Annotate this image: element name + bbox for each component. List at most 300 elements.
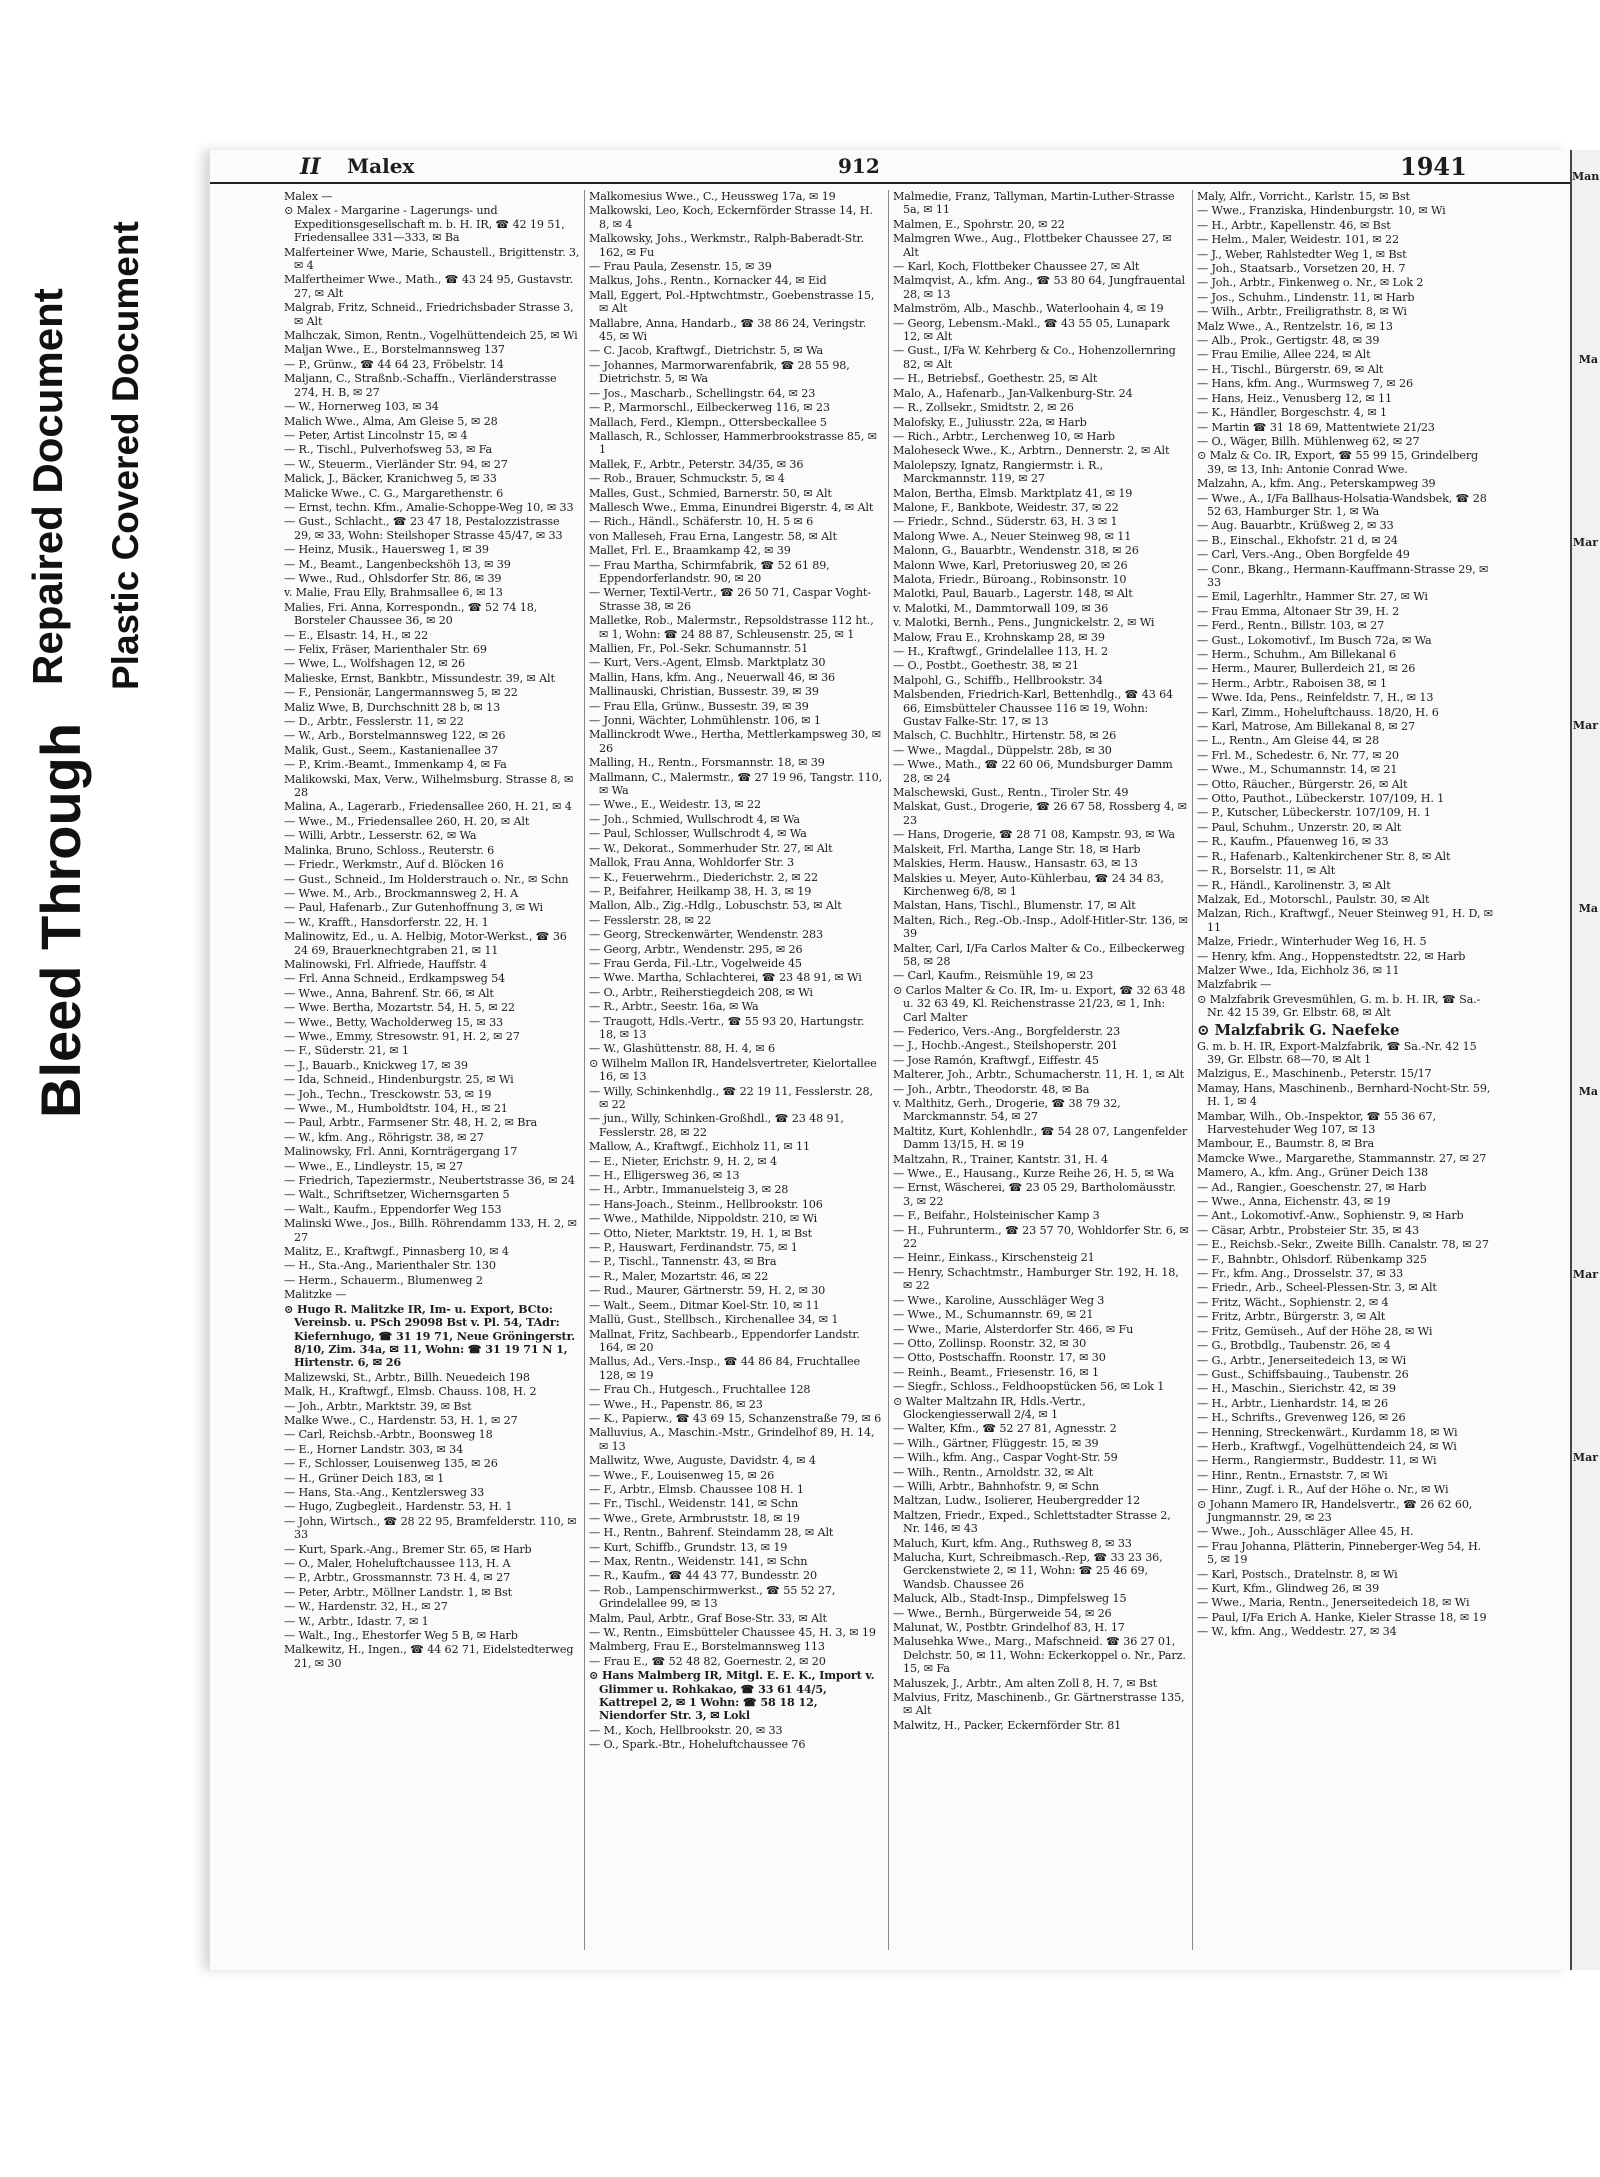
directory-entry: Malinka, Bruno, Schloss., Reuterstr. 6 <box>284 843 495 857</box>
directory-entry: — Wwe., Anna, Bahrenf. Str. 66, ✉ Alt <box>284 986 494 1000</box>
directory-entry: — Karl, Postsch., Dratelnstr. 8, ✉ Wi <box>1197 1567 1398 1581</box>
repaired-document-label: Repaired Document <box>24 288 71 685</box>
directory-entry: — Walt., Seem., Ditmar Koel-Str. 10, ✉ 11 <box>589 1298 820 1312</box>
directory-entry: Mallnat, Fritz, Sachbearb., Eppendorfer Landstr. 164, ✉ 20 <box>589 1327 860 1354</box>
directory-entry: — Henry, Schachtmstr., Hamburger Str. 192, H. 18, ✉ 22 <box>893 1265 1179 1293</box>
directory-entry: — Carl, Kaufm., Reismühle 19, ✉ 23 <box>893 969 1094 983</box>
directory-entry: — Kurt, Schiffb., Grundstr. 13, ✉ 19 <box>589 1540 788 1554</box>
directory-column-3 <box>888 190 1189 1950</box>
directory-entry: — Kurt, Vers.-Agent, Elmsb. Marktplatz 30 <box>589 656 826 670</box>
directory-entry: — Wwe., Franziska, Hindenburgstr. 10, ✉ Wi <box>1197 204 1446 218</box>
directory-entry: — F., Pensionär, Langermannsweg 5, ✉ 22 <box>284 686 518 700</box>
directory-entry: — H., Arbtr., Immanuelsteig 3, ✉ 28 <box>589 1183 789 1197</box>
directory-entry: — Hans-Joach., Steinm., Hellbrookstr. 106 <box>589 1197 823 1211</box>
header-section-letter: II <box>300 154 321 180</box>
directory-entry: — jun., Willy, Schinken-Großhdl., ☎ 23 48 91, Fesslerstr. 28, ✉ 22 <box>589 1112 844 1139</box>
directory-entry: — P., Arbtr., Grossmannstr. 73 H. 4, ✉ 27 <box>284 1571 511 1585</box>
directory-entry: — Karl, Zimm., Hoheluftchauss. 18/20, H. 6 <box>1197 705 1439 719</box>
directory-page <box>210 150 1570 1970</box>
directory-entry: Mallabre, Anna, Handarb., ☎ 38 86 24, Veringstr. 45, ✉ Wi <box>589 316 867 344</box>
directory-entry: Malmqvist, A., kfm. Ang., ☎ 53 80 64, Jungfrauental 28, ✉ 13 <box>893 274 1185 301</box>
directory-entry: — Wwe., Joh., Ausschläger Allee 45, H. <box>1197 1525 1414 1539</box>
directory-entry: — F., Süderstr. 21, ✉ 1 <box>284 1044 409 1058</box>
directory-entry: Malicke Wwe., C. G., Margarethenstr. 6 <box>284 486 504 500</box>
directory-entry: Mallet, Frl. E., Braamkamp 42, ✉ 39 <box>589 544 791 558</box>
directory-entry: — Walter, Kfm., ☎ 52 27 81, Agnesstr. 2 <box>893 1422 1117 1436</box>
directory-entry: Maluch, Kurt, kfm. Ang., Ruthsweg 8, ✉ 33 <box>893 1536 1132 1550</box>
directory-entry: — Gust., Schneid., Im Holderstrauch o. Nr., ✉ Schn <box>284 872 569 886</box>
directory-entry: — O., Wäger, Billh. Mühlenweg 62, ✉ 27 <box>1197 434 1420 448</box>
directory-entry: — E., Horner Landstr. 303, ✉ 34 <box>284 1442 464 1456</box>
directory-entry: Malten, Rich., Reg.-Ob.-Insp., Adolf-Hitler-Str. 136, ✉ 39 <box>893 913 1188 941</box>
directory-column-2 <box>584 190 885 1950</box>
adjacent-page-fragment: Ma <box>1578 902 1598 915</box>
directory-entry: — F., Bahnbtr., Ohlsdorf. Rübenkamp 325 <box>1197 1252 1427 1266</box>
directory-entry: — K., Händler, Borgeschstr. 4, ✉ 1 <box>1197 406 1387 420</box>
directory-entry: — M., Beamt., Langenbeckshöh 13, ✉ 39 <box>284 557 511 571</box>
directory-entry: — P., Hauswart, Ferdinandstr. 75, ✉ 1 <box>589 1241 798 1255</box>
directory-entry: — Wilh., Arbtr., Freiligrathstr. 8, ✉ Wi <box>1197 305 1407 319</box>
directory-entry: — J., Weber, Rahlstedter Weg 1, ✉ Bst <box>1197 247 1407 261</box>
directory-entry: — W., Steuerm., Vierländer Str. 94, ✉ 27 <box>284 457 508 471</box>
directory-entry: — Ida, Schneid., Hindenburgstr. 25, ✉ Wi <box>284 1073 514 1087</box>
adjacent-page-edge <box>1570 150 1600 1970</box>
directory-entry: Malgrab, Fritz, Schneid., Friedrichsbader Strasse 3, ✉ Alt <box>284 301 574 328</box>
directory-entry: — W., Hardenstr. 32, H., ✉ 27 <box>284 1600 448 1614</box>
directory-entry: — Gust., Lokomotivf., Im Busch 72a, ✉ Wa <box>1197 633 1432 647</box>
directory-entry: Malsbenden, Friedrich-Karl, Bettenhdlg., ☎ 43 64 66, Eimsbütteler Chaussee 116 ✉ 19, Wohn: Gustav Falke-Str. 17, ✉ 13 <box>893 688 1173 729</box>
directory-entry: — Willi, Arbtr., Lesserstr. 62, ✉ Wa <box>284 829 477 843</box>
directory-entry: — Wwe. Martha, Schlachterei, ☎ 23 48 91, ✉ Wi <box>589 971 862 985</box>
directory-entry: — Joh., Techn., Tresckowstr. 53, ✉ 19 <box>284 1087 492 1101</box>
directory-entry: — G., Arbtr., Jenerseitedeich 13, ✉ Wi <box>1197 1353 1407 1367</box>
directory-entry: Malsch, C. Buchhltr., Hirtenstr. 58, ✉ 26 <box>893 729 1117 743</box>
directory-entry: Malow, Frau E., Krohnskamp 28, ✉ 39 <box>893 630 1105 644</box>
directory-entry: — Gust., Schlacht., ☎ 23 47 18, Pestalozzistrasse 29, ✉ 33, Wohn: Steilshoper Strasse 45/47, ✉ 33 <box>284 515 563 542</box>
directory-entry: — Paul, Arbtr., Farmsener Str. 48, H. 2, ✉ Bra <box>284 1116 538 1130</box>
directory-entry: Maltzen, Friedr., Exped., Schlettstadter Strasse 2, Nr. 146, ✉ 43 <box>893 1508 1171 1536</box>
directory-entry: — M., Koch, Hellbrookstr. 20, ✉ 33 <box>589 1723 783 1737</box>
directory-entry: — Wilh., Rentn., Arnoldstr. 32, ✉ Alt <box>893 1465 1094 1479</box>
directory-entry: ⊙ Hans Malmberg IR, Mitgl. E. E. K., Import v. Glimmer u. Rohkakao, ☎ 33 61 44/5, Kattrepel 2, ✉ 1 Wohn: ☎ 58 18 12, Niendorfer Str. 3, ✉ Lokl <box>589 1668 875 1723</box>
directory-entry: Malk, H., Kraftwgf., Elmsb. Chauss. 108, H. 2 <box>284 1385 537 1399</box>
directory-columns <box>284 190 1544 1950</box>
directory-entry: — W., Hornerweg 103, ✉ 34 <box>284 400 439 414</box>
directory-entry: — Wwe., M., Schumannstr. 14, ✉ 21 <box>1197 763 1398 777</box>
directory-entry: Malskat, Gust., Drogerie, ☎ 26 67 58, Rossberg 4, ✉ 23 <box>893 800 1187 827</box>
directory-entry: — Fritz, Wächt., Sophienstr. 2, ✉ 4 <box>1197 1295 1389 1309</box>
directory-entry: — Heinr., Einkass., Kirschensteig 21 <box>893 1251 1095 1265</box>
adjacent-page-fragment: Ma <box>1578 353 1598 366</box>
directory-entry: v. Malotki, Bernh., Pens., Jungnickelstr. 2, ✉ Wi <box>893 616 1155 630</box>
directory-entry: — Georg, Lebensm.-Makl., ☎ 43 55 05, Lunapark 12, ✉ Alt <box>893 316 1170 344</box>
directory-entry: — H., Sta.-Ang., Marienthaler Str. 130 <box>284 1259 496 1273</box>
directory-entry: Malone, F., Bankbote, Weidestr. 37, ✉ 22 <box>893 500 1119 514</box>
directory-entry: — K., Papierw., ☎ 43 69 15, Schanzenstraße 79, ✉ 6 <box>589 1411 882 1425</box>
directory-entry: Malinowski, Frl. Alfriede, Hauffstr. 4 <box>284 957 487 971</box>
directory-entry: — Herm., Schuhm., Am Billekanal 6 <box>1197 648 1397 661</box>
directory-entry: — H., Tischl., Bürgerstr. 69, ✉ Alt <box>1197 362 1384 376</box>
directory-entry: Mallü, Gust., Stellbsch., Kirchenallee 34, ✉ 1 <box>589 1313 839 1327</box>
directory-entry: Maltitz, Kurt, Kohlenhdlr., ☎ 54 28 07, Langenfelder Damm 13/15, H. ✉ 19 <box>893 1124 1188 1152</box>
directory-entry: — Hans, kfm. Ang., Wurmsweg 7, ✉ 26 <box>1197 377 1413 391</box>
directory-entry: — Helm., Maler, Weidestr. 101, ✉ 22 <box>1197 233 1399 247</box>
directory-entry: — O., Spark.-Btr., Hoheluftchaussee 76 <box>589 1738 806 1752</box>
directory-entry: — Rud., Maurer, Gärtnerstr. 59, H. 2, ✉ 30 <box>589 1284 826 1298</box>
directory-entry: — Wwe, L., Wolfshagen 12, ✉ 26 <box>284 657 466 671</box>
directory-entry: — Wwe. Bertha, Mozartstr. 54, H. 5, ✉ 22 <box>284 1001 515 1015</box>
directory-entry: — L., Rentn., Am Gleise 44, ✉ 28 <box>1197 734 1380 748</box>
directory-entry: — Rob., Lampenschirmwerkst., ☎ 55 52 27, Grindelallee 99, ✉ 13 <box>589 1583 836 1611</box>
directory-entry: Malo, A., Hafenarb., Jan-Valkenburg-Str. 24 <box>893 386 1133 400</box>
directory-entry: — O., Arbtr., Reiherstiegdeich 208, ✉ Wi <box>589 985 813 999</box>
directory-entry: — P., Krim.-Beamt., Immenkamp 4, ✉ Fa <box>284 758 507 772</box>
directory-entry: — Wwe., Mathilde, Nippoldstr. 210, ✉ Wi <box>589 1212 818 1226</box>
directory-entry: Malieske, Ernst, Bankbtr., Missundestr. 39, ✉ Alt <box>284 671 555 685</box>
directory-entry: Malz Wwe., A., Rentzelstr. 16, ✉ 13 <box>1197 319 1393 333</box>
directory-entry: — D., Arbtr., Fesslerstr. 11, ✉ 22 <box>284 715 464 729</box>
directory-entry: — Kurt, Kfm., Glindweg 26, ✉ 39 <box>1197 1582 1380 1595</box>
directory-entry: Maly, Alfr., Vorricht., Karlstr. 15, ✉ Bst <box>1197 190 1410 203</box>
directory-entry: — Wwe., M., Schumannstr. 69, ✉ 21 <box>893 1308 1094 1322</box>
directory-entry: — Walt., Ing., Ehestorfer Weg 5 B, ✉ Harb <box>284 1629 518 1643</box>
directory-entry: Malunat, W., Postbtr. Grindelhof 83, H. 17 <box>893 1621 1125 1635</box>
directory-entry: — O., Maler, Hoheluftchaussee 113, H. A <box>284 1557 511 1570</box>
directory-entry: Malluvius, A., Maschin.-Mstr., Grindelhof 89, H. 14, ✉ 13 <box>589 1426 875 1453</box>
directory-entry: — Ferd., Rentn., Billstr. 103, ✉ 27 <box>1197 619 1385 633</box>
adjacent-page-fragment: Mar <box>1572 1268 1598 1281</box>
directory-entry: — Heinz, Musik., Hauersweg 1, ✉ 39 <box>284 543 489 557</box>
directory-entry: — Frau Johanna, Plätterin, Pinneberger-Weg 54, H. 5, ✉ 19 <box>1197 1539 1482 1567</box>
directory-entry: Malota, Friedr., Büroang., Robinsonstr. 10 <box>893 572 1127 586</box>
directory-entry: — Frl. M., Schedestr. 6, Nr. 77, ✉ 20 <box>1197 748 1399 762</box>
directory-entry: — Jose Ramón, Kraftwgf., Eiffestr. 45 <box>893 1053 1099 1067</box>
directory-entry: Malinowsky, Frl. Anni, Kornträgergang 17 <box>284 1145 518 1159</box>
directory-entry: — Alb., Prok., Gertigstr. 48, ✉ 39 <box>1197 334 1380 348</box>
directory-entry: Maljan Wwe., E., Borstelmannsweg 137 <box>284 343 505 357</box>
directory-entry: — Willi, Arbtr., Bahnhofstr. 9, ✉ Schn <box>893 1479 1099 1493</box>
directory-entry: — Herm., Maurer, Bullerdeich 21, ✉ 26 <box>1197 662 1416 676</box>
directory-entry: — Peter, Artist Lincolnstr 15, ✉ 4 <box>284 428 468 442</box>
directory-entry: Mallesch Wwe., Emma, Einundrei Bigerstr. 4, ✉ Alt <box>589 500 874 514</box>
directory-entry: Mallinauski, Christian, Bussestr. 39, ✉ 39 <box>589 685 819 699</box>
directory-entry: — Johannes, Marmorwarenfabrik, ☎ 28 55 98, Dietrichstr. 5, ✉ Wa <box>589 358 850 386</box>
directory-entry: — Friedr., Arb., Scheel-Plessen-Str. 3, ✉ Alt <box>1197 1281 1437 1295</box>
directory-entry: — Frl. Anna Schneid., Erdkampsweg 54 <box>284 972 506 986</box>
directory-entry: — Fr., Tischl., Weidenstr. 141, ✉ Schn <box>589 1497 799 1511</box>
directory-column-1 <box>284 190 580 1950</box>
adjacent-page-fragment: Mar <box>1572 719 1598 732</box>
directory-entry: Maltzan, Ludw., Isolierer, Heubergredder 12 <box>893 1494 1141 1508</box>
directory-entry: — W., Arb., Borstelmannsweg 122, ✉ 26 <box>284 729 506 743</box>
directory-entry: ⊙ Johann Mamero IR, Handelsvertr., ☎ 26 62 60, Jungmannstr. 29, ✉ 23 <box>1197 1497 1473 1524</box>
directory-entry: — Fr., kfm. Ang., Drosselstr. 37, ✉ 33 <box>1197 1267 1404 1281</box>
directory-entry: Malonn Wwe, Karl, Pretoriusweg 20, ✉ 26 <box>893 558 1128 572</box>
directory-entry: ⊙ Walter Maltzahn IR, Hdls.-Vertr., Glockengiesserwall 2/4, ✉ 1 <box>893 1394 1086 1421</box>
directory-entry: — R., Arbtr., Seestr. 16a, ✉ Wa <box>589 1000 759 1014</box>
directory-entry: Malmberg, Frau E., Borstelmannsweg 113 <box>589 1640 825 1654</box>
directory-entry: — Ernst, techn. Kfm., Amalie-Schoppe-Weg 10, ✉ 33 <box>284 500 574 514</box>
directory-entry: — B., Einschal., Ekhofstr. 21 d, ✉ 24 <box>1197 533 1398 547</box>
directory-entry: — Frau Gerda, Fil.-Ltr., Vogelweide 45 <box>589 956 802 970</box>
directory-entry: — Frau E., ☎ 52 48 82, Goernestr. 2, ✉ 20 <box>589 1654 826 1668</box>
directory-entry: — Conr., Bkang., Hermann-Kauffmann-Strasse 29, ✉ 33 <box>1197 562 1489 589</box>
directory-entry: — Reinh., Beamt., Friesenstr. 16, ✉ 1 <box>893 1365 1099 1379</box>
directory-entry: — Gust., I/Fa W. Kehrberg & Co., Hohenzollernring 82, ✉ Alt <box>893 344 1176 371</box>
directory-entry: Malling, H., Rentn., Forsmannstr. 18, ✉ 39 <box>589 756 825 770</box>
directory-entry: — W., Glashüttenstr. 88, H. 4, ✉ 6 <box>589 1042 775 1056</box>
directory-entry: Mambar, Wilh., Ob.-Inspektor, ☎ 55 36 67, Harvestehuder Weg 107, ✉ 13 <box>1197 1109 1436 1136</box>
directory-entry: Malmström, Alb., Maschb., Waterloohain 4, ✉ 19 <box>893 302 1164 316</box>
directory-entry: ⊙ Malz & Co. IR, Export, ☎ 55 99 15, Grindelberg 39, ✉ 13, Inh: Antonie Conrad Wwe. <box>1197 449 1479 476</box>
directory-entry: — J., Bauarb., Knickweg 17, ✉ 39 <box>284 1058 468 1072</box>
directory-entry: — Wwe., Math., ☎ 22 60 06, Mundsburger Damm 28, ✉ 24 <box>893 758 1173 785</box>
directory-entry: Malmen, E., Spohrstr. 20, ✉ 22 <box>893 217 1065 231</box>
directory-entry: — Wwe., Bernh., Bürgerweide 54, ✉ 26 <box>893 1606 1112 1620</box>
directory-entry: — Fritz, Gemüseh., Auf der Höhe 28, ✉ Wi <box>1197 1324 1433 1338</box>
directory-entry: — P., Kutscher, Lübeckerstr. 107/109, H. 1 <box>1197 806 1431 820</box>
directory-entry: Malex — <box>284 190 333 203</box>
directory-entry: Mallok, Frau Anna, Wohldorfer Str. 3 <box>589 856 794 870</box>
directory-entry: Malmedie, Franz, Tallyman, Martin-Luther-Strasse 5a, ✉ 11 <box>893 190 1175 217</box>
directory-entry: — Siegfr., Schloss., Feldhoopstücken 56, ✉ Lok 1 <box>893 1380 1165 1394</box>
directory-entry: — C. Jacob, Kraftwgf., Dietrichstr. 5, ✉ Wa <box>589 344 824 358</box>
directory-entry: — Frau Ch., Hutgesch., Fruchtallee 128 <box>589 1383 811 1397</box>
directory-column-4 <box>1192 190 1493 1950</box>
directory-entry: Malotki, Paul, Bauarb., Lagerstr. 148, ✉ Alt <box>893 587 1133 601</box>
directory-entry: Maloheseck Wwe., K., Arbtrn., Dennerstr. 2, ✉ Alt <box>893 444 1170 458</box>
adjacent-page-fragment: Mar <box>1572 536 1598 549</box>
directory-entry: Maluszek, J., Arbtr., Am alten Zoll 8, H. 7, ✉ Bst <box>893 1676 1158 1690</box>
directory-entry: Malmgren Wwe., Aug., Flottbeker Chaussee 27, ✉ Alt <box>893 232 1172 259</box>
page-number: 912 <box>838 154 880 178</box>
directory-entry: ⊙ Malex - Margarine - Lagerungs- und Expeditionsgesellschaft m. b. H. IR, ☎ 42 19 51, Friedensallee 331—333, ✉ Ba <box>284 204 565 245</box>
directory-entry: Malikowski, Max, Verw., Wilhelmsburg. Strasse 8, ✉ 28 <box>284 772 574 800</box>
directory-entry: — Otto, Zollinsp. Roonstr. 32, ✉ 30 <box>893 1336 1087 1350</box>
directory-entry: — R., Kaufm., Pfauenweg 16, ✉ 33 <box>1197 835 1389 849</box>
directory-entry: Mallmann, C., Malermstr., ☎ 27 19 96, Tangstr. 110, ✉ Wa <box>589 770 882 798</box>
directory-entry: — Paul, Schuhm., Unzerstr. 20, ✉ Alt <box>1197 820 1402 834</box>
directory-entry: — R., Maler, Mozartstr. 46, ✉ 22 <box>589 1269 769 1283</box>
directory-entry: — Hans, Heiz., Venusberg 12, ✉ 11 <box>1197 391 1392 405</box>
directory-entry: — Wwe., Maria, Rentn., Jenerseitedeich 18, ✉ Wi <box>1197 1596 1470 1610</box>
directory-entry: ⊙ Carlos Malter & Co. IR, Im- u. Export, ☎ 32 63 48 u. 32 63 49, Kl. Reichenstrasse 21/23, ✉ 1, Inh: Carl Malter <box>893 983 1186 1024</box>
directory-entry: Malies, Fri. Anna, Korrespondn., ☎ 52 74 18, Borsteler Chaussee 36, ✉ 20 <box>284 600 538 628</box>
directory-entry: Mallek, F., Arbtr., Peterstr. 34/35, ✉ 36 <box>589 457 804 471</box>
directory-entry: — R., Tischl., Pulverhofsweg 53, ✉ Fa <box>284 443 493 457</box>
directory-entry: — Herb., Kraftwgf., Vogelhüttendeich 24, ✉ Wi <box>1197 1439 1457 1453</box>
directory-entry: Malze, Friedr., Winterhuder Weg 16, H. 5 <box>1197 935 1427 949</box>
directory-entry: Mallus, Ad., Vers.-Insp., ☎ 44 86 84, Fruchtallee 128, ✉ 19 <box>589 1355 860 1382</box>
directory-entry: — O., Postbt., Goethestr. 38, ✉ 21 <box>893 659 1079 673</box>
directory-entry: — Frau Ella, Grünw., Bussestr. 39, ✉ 39 <box>589 699 809 713</box>
directory-entry: Malina, A., Lagerarb., Friedensallee 260, H. 21, ✉ 4 <box>284 800 572 814</box>
directory-entry: Mallien, Fr., Pol.-Sekr. Schumannstr. 51 <box>589 642 809 655</box>
directory-entry: Malofsky, E., Juliusstr. 22a, ✉ Harb <box>893 415 1087 429</box>
adjacent-page-fragment: Ma <box>1578 1085 1598 1098</box>
directory-entry: — P., Beifahrer, Heilkamp 38, H. 3, ✉ 19 <box>589 884 812 898</box>
directory-entry: — R., Zollsekr., Smidtstr. 2, ✉ 26 <box>893 401 1074 415</box>
directory-entry: — R., Borselstr. 11, ✉ Alt <box>1197 864 1336 878</box>
directory-entry: — Jos., Schuhm., Lindenstr. 11, ✉ Harb <box>1197 290 1415 304</box>
header-keyword: Malex <box>347 154 415 178</box>
directory-entry: — John, Wirtsch., ☎ 28 22 95, Bramfelderstr. 110, ✉ 33 <box>284 1514 577 1542</box>
directory-entry: — Wwe., F., Louisenweg 15, ✉ 26 <box>589 1468 775 1482</box>
directory-entry: — E., Nieter, Erichstr. 9, H. 2, ✉ 4 <box>589 1154 777 1168</box>
directory-entry: Malonn, G., Bauarbtr., Wendenstr. 318, ✉ 26 <box>893 544 1139 558</box>
directory-entry: — F., Schlosser, Louisenweg 135, ✉ 26 <box>284 1457 498 1471</box>
directory-entry: Malzan, Rich., Kraftwgf., Neuer Steinweg 91, H. D, ✉ 11 <box>1197 907 1493 934</box>
directory-entry: Malm, Paul, Arbtr., Graf Bose-Str. 33, ✉ Alt <box>589 1611 827 1625</box>
directory-entry: — Wwe., Magdal., Düppelstr. 28b, ✉ 30 <box>893 743 1112 757</box>
directory-entry: — H., Maschin., Sierichstr. 42, ✉ 39 <box>1197 1382 1396 1396</box>
directory-entry: — Wwe., M., Friedensallee 260, H. 20, ✉ Alt <box>284 814 530 828</box>
directory-entry: — Felix, Fräser, Marienthaler Str. 69 <box>284 643 487 656</box>
directory-entry: — W., Krafft., Hansdorferstr. 22, H. 1 <box>284 915 489 929</box>
directory-entry: — Wwe., Rud., Ohlsdorfer Str. 86, ✉ 39 <box>284 571 502 585</box>
directory-entry: — Gust., Schiffsbauing., Taubenstr. 26 <box>1197 1367 1409 1381</box>
directory-entry: — H., Elligersweg 36, ✉ 13 <box>589 1169 740 1183</box>
directory-entry: Malitzke — <box>284 1288 347 1302</box>
directory-entry: — Wwe., A., I/Fa Ballhaus-Holsatia-Wandsbek, ☎ 28 52 63, Hamburger Str. 1, ✉ Wa <box>1197 491 1487 518</box>
directory-entry: — Rich., Händl., Schäferstr. 10, H. 5 ✉ 6 <box>589 515 814 529</box>
directory-entry: — Otto, Pauthot., Lübeckerstr. 107/109, H. 1 <box>1197 792 1445 806</box>
directory-entry: Malfertheimer Wwe., Math., ☎ 43 24 95, Gustavstr. 27, ✉ Alt <box>284 273 574 300</box>
directory-entry: — H., Fuhrunterm., ☎ 23 57 70, Wohldorfer Str. 6, ✉ 22 <box>893 1223 1189 1251</box>
directory-entry: — K., Feuerwehrm., Diederichstr. 2, ✉ 22 <box>589 870 818 884</box>
directory-entry: v. Malie, Frau Elly, Brahmsallee 6, ✉ 13 <box>284 586 503 600</box>
directory-entry: Malong Wwe. A., Neuer Steinweg 98, ✉ 11 <box>893 529 1132 543</box>
directory-entry: Malwitz, H., Packer, Eckernförder Str. 81 <box>893 1718 1122 1732</box>
directory-entry: — Wilh., Gärtner, Flüggestr. 15, ✉ 39 <box>893 1436 1099 1450</box>
directory-entry: — Georg, Streckenwärter, Wendenstr. 283 <box>589 928 823 942</box>
directory-entry: — H., Grüner Deich 183, ✉ 1 <box>284 1471 445 1485</box>
directory-entry: Malkowski, Leo, Koch, Eckernförder Strasse 14, H. 8, ✉ 4 <box>589 204 873 231</box>
directory-entry: Maltzahn, R., Trainer, Kantstr. 31, H. 4 <box>893 1152 1109 1166</box>
directory-entry: — P., Marmorschl., Eilbeckerweg 116, ✉ 23 <box>589 401 830 415</box>
directory-entry: — Wwe., Betty, Wacholderweg 15, ✉ 33 <box>284 1015 504 1029</box>
directory-entry: — Frau Emma, Altonaer Str 39, H. 2 <box>1197 604 1400 618</box>
directory-entry: — W., Dekorat., Sommerhuder Str. 27, ✉ Alt <box>589 841 833 855</box>
directory-entry: Malusehka Wwe., Marg., Mafschneid. ☎ 36 27 01, Delchstr. 50, ✉ 11, Wohn: Eckerkoppel o. Nr., Parz. 15, ✉ Fa <box>893 1635 1186 1676</box>
directory-entry: — Hinr., Zugf. i. R., Auf der Höhe o. Nr., ✉ Wi <box>1197 1483 1449 1497</box>
directory-entry: — E., Reichsb.-Sekr., Zweite Billh. Canalstr. 78, ✉ 27 <box>1197 1238 1489 1252</box>
directory-entry: — F., Arbtr., Elmsb. Chaussee 108 H. 1 <box>589 1482 804 1496</box>
directory-entry: — Paul, Schlosser, Wullschrodt 4, ✉ Wa <box>589 827 807 841</box>
directory-entry: — H., Arbtr., Lienhardstr. 14, ✉ 26 <box>1197 1396 1388 1410</box>
directory-entry: — Carl, Reichsb.-Arbtr., Boonsweg 18 <box>284 1428 493 1442</box>
directory-entry: — Herm., Schauerm., Blumenweg 2 <box>284 1273 483 1287</box>
directory-entry: Malon, Bertha, Elmsb. Marktplatz 41, ✉ 19 <box>893 486 1133 500</box>
directory-entry: ⊙ Hugo R. Malitzke IR, Im- u. Export, BCto: Vereinsb. u. PSch 29098 Bst v. Pl. 54, TAdr: Kiefernhugo, ☎ 31 19 71, Neue Gröningerstr. 8/10, Zim. 34a, ✉ 11, Wohn: ☎ 31 19 71 N 1, Hirtenstr. 6, ✉ 26 <box>284 1301 576 1370</box>
directory-entry: — Willy, Schinkenhdlg., ☎ 22 19 11, Fesslerstr. 28, ✉ 22 <box>589 1084 873 1111</box>
directory-entry: — H., Rentn., Bahrenf. Steindamm 28, ✉ Alt <box>589 1526 834 1540</box>
directory-entry: Malzfabrik — <box>1197 978 1272 992</box>
directory-entry: — Rich., Arbtr., Lerchenweg 10, ✉ Harb <box>893 429 1115 443</box>
directory-entry: — Ant., Lokomotivf.-Anw., Sophienstr. 9, ✉ Harb <box>1197 1209 1464 1223</box>
directory-entry: Mallow, A., Kraftwgf., Eichholz 11, ✉ 11 <box>589 1140 810 1154</box>
directory-entry: Malick, J., Bäcker, Kranichweg 5, ✉ 33 <box>284 472 497 486</box>
adjacent-page-fragment: Mar <box>1572 1451 1598 1464</box>
directory-entry: — Wwe., Marie, Alsterdorfer Str. 466, ✉ Fu <box>893 1322 1134 1336</box>
directory-entry: Malter, Carl, I/Fa Carlos Malter & Co., Eilbeckerweg 58, ✉ 28 <box>893 941 1185 968</box>
directory-entry: — Wwe., Grete, Armbruststr. 18, ✉ 19 <box>589 1511 800 1525</box>
directory-entry: — G., Brotbdlg., Taubenstr. 26, ✉ 4 <box>1197 1339 1391 1353</box>
page-header <box>210 150 1570 184</box>
directory-entry: — Joh., Arbtr., Finkenweg o. Nr., ✉ Lok 2 <box>1197 276 1424 290</box>
directory-entry: Malucha, Kurt, Schreibmasch.-Rep, ☎ 33 23 36, Gerckenstwiete 2, ✉ 11, Wohn: ☎ 25 46 69, Wandsb. Chaussee 26 <box>893 1551 1163 1591</box>
directory-entry: — E., Elsastr. 14, H., ✉ 22 <box>284 628 429 642</box>
directory-entry: — Frau Emilie, Allee 224, ✉ Alt <box>1197 348 1371 362</box>
directory-entry: Mamcke Wwe., Margarethe, Stammannstr. 27, ✉ 27 <box>1197 1151 1487 1165</box>
directory-entry: — Werner, Textil-Vertr., ☎ 26 50 71, Caspar Voght-Strasse 38, ✉ 26 <box>589 586 871 613</box>
directory-entry: Malich Wwe., Alma, Am Gleise 5, ✉ 28 <box>284 414 498 428</box>
directory-entry: Malzahn, A., kfm. Ang., Peterskampweg 39 <box>1197 477 1436 491</box>
directory-entry: Mallinckrodt Wwe., Hertha, Mettlerkampsweg 30, ✉ 26 <box>589 728 881 755</box>
directory-entry: Maliz Wwe, B, Durchschnitt 28 b, ✉ 13 <box>284 700 501 714</box>
directory-entry: G. m. b. H. IR, Export-Malzfabrik, ☎ Sa.-Nr. 42 15 39, Gr. Elbstr. 68—70, ✉ Alt 1 <box>1197 1039 1477 1066</box>
directory-entry: — Henry, kfm. Ang., Hoppenstedtstr. 22, ✉ Harb <box>1197 949 1466 963</box>
directory-entry: — Wwe., Karoline, Ausschläger Weg 3 <box>893 1293 1105 1307</box>
directory-entry: — Herm., Rangiermstr., Buddestr. 11, ✉ Wi <box>1197 1454 1437 1468</box>
directory-entry: — Wwe., E., Hausang., Kurze Reihe 26, H. 5, ✉ Wa <box>893 1167 1175 1181</box>
directory-entry: Malskies u. Meyer, Auto-Kühlerbau, ☎ 24 34 83, Kirchenweg 6/8, ✉ 1 <box>893 871 1164 898</box>
directory-entry: — Kurt, Spark.-Ang., Bremer Str. 65, ✉ Harb <box>284 1542 532 1556</box>
directory-entry: — Hugo, Zugbegleit., Hardenstr. 53, H. 1 <box>284 1500 513 1514</box>
directory-entry: — Karl, Koch, Flottbeker Chaussee 27, ✉ Alt <box>893 260 1140 274</box>
directory-entry: ⊙ Malzfabrik Grevesmühlen, G. m. b. H. IR, ☎ Sa.-Nr. 42 15 39, Gr. Elbstr. 68, ✉ Alt <box>1197 992 1481 1020</box>
directory-entry: — Cäsar, Arbtr., Probsteier Str. 35, ✉ 43 <box>1197 1223 1419 1237</box>
directory-entry: — Paul, I/Fa Erich A. Hanke, Kieler Strasse 18, ✉ 19 <box>1197 1610 1487 1624</box>
directory-entry: v. Malotki, M., Dammtorwall 109, ✉ 36 <box>893 601 1109 615</box>
directory-entry: — Wwe., H., Papenstr. 86, ✉ 23 <box>589 1397 763 1411</box>
directory-entry: Malinski Wwe., Jos., Billh. Röhrendamm 133, H. 2, ✉ 27 <box>284 1217 577 1244</box>
directory-entry: — Wwe. Ida, Pens., Reinfeldstr. 7, H., ✉ 13 <box>1197 691 1434 705</box>
directory-entry: — Max, Rentn., Weidenstr. 141, ✉ Schn <box>589 1555 808 1568</box>
directory-entry: — Frau Paula, Zesenstr. 15, ✉ 39 <box>589 260 772 274</box>
directory-entry: Malkomesius Wwe., C., Heussweg 17a, ✉ 19 <box>589 190 836 203</box>
directory-entry: — Joh., Staatsarb., Vorsetzen 20, H. 7 <box>1197 262 1406 276</box>
directory-entry: — R., Hafenarb., Kaltenkirchener Str. 8, ✉ Alt <box>1197 849 1451 863</box>
directory-entry: — Rob., Brauer, Schmuckstr. 5, ✉ 4 <box>589 472 785 486</box>
directory-entry: Malhczak, Simon, Rentn., Vogelhüttendeich 25, ✉ Wi <box>284 329 578 343</box>
directory-entry: — Ernst, Wäscherei, ☎ 23 05 29, Bartholomäusstr. 3, ✉ 22 <box>893 1181 1176 1208</box>
directory-entry: Malschewski, Gust., Rentn., Tiroler Str. 49 <box>893 786 1129 800</box>
directory-entry: — Emil, Lagerhltr., Hammer Str. 27, ✉ Wi <box>1197 590 1428 604</box>
directory-entry: Malzak, Ed., Motorschl., Paulstr. 30, ✉ Alt <box>1197 892 1430 906</box>
directory-entry: — Peter, Arbtr., Möllner Landstr. 1, ✉ Bst <box>284 1585 512 1599</box>
directory-entry: — Jonni, Wächter, Lohmühlenstr. 106, ✉ 1 <box>589 714 821 728</box>
directory-entry: — Fritz, Arbtr., Bürgerstr. 3, ✉ Alt <box>1197 1310 1386 1324</box>
bleed-through-label: Bleed Through <box>29 722 92 1118</box>
directory-entry: Mamero, A., kfm. Ang., Grüner Deich 138 <box>1197 1166 1428 1180</box>
directory-entry: — Otto, Nieter, Marktstr. 19, H. 1, ✉ Bst <box>589 1226 812 1240</box>
directory-entry: — Friedr., Werkmstr., Auf d. Blöcken 16 <box>284 858 504 872</box>
directory-entry: — Wilh., kfm. Ang., Caspar Voght-Str. 59 <box>893 1451 1118 1465</box>
directory-entry: Malitz, E., Kraftwgf., Pinnasberg 10, ✉ 4 <box>284 1245 509 1259</box>
directory-entry: Malizewski, St., Arbtr., Billh. Neuedeich 198 <box>284 1370 530 1384</box>
directory-entry: — R., Händl., Karolinenstr. 3, ✉ Alt <box>1197 878 1391 892</box>
directory-entry: — Otto, Postschaffn. Roonstr. 17, ✉ 30 <box>893 1351 1106 1365</box>
directory-entry: von Malleseh, Frau Erna, Langestr. 58, ✉ Alt <box>589 529 837 543</box>
directory-entry: Mallin, Hans, kfm. Ang., Neuerwall 46, ✉ 36 <box>589 670 836 684</box>
directory-entry: Mallwitz, Wwe, Auguste, Davidstr. 4, ✉ 4 <box>589 1454 816 1468</box>
directory-entry: — Joh., Schmied, Wullschrodt 4, ✉ Wa <box>589 812 800 826</box>
directory-entry: — H., Arbtr., Kapellenstr. 46, ✉ Bst <box>1197 218 1391 232</box>
directory-entry: — Karl, Matrose, Am Billekanal 8, ✉ 27 <box>1197 720 1415 734</box>
directory-entry: — Herm., Arbtr., Raboisen 38, ✉ 1 <box>1197 676 1388 690</box>
directory-entry: — Friedr., Schnd., Süderstr. 63, H. 3 ✉ 1 <box>893 515 1118 529</box>
